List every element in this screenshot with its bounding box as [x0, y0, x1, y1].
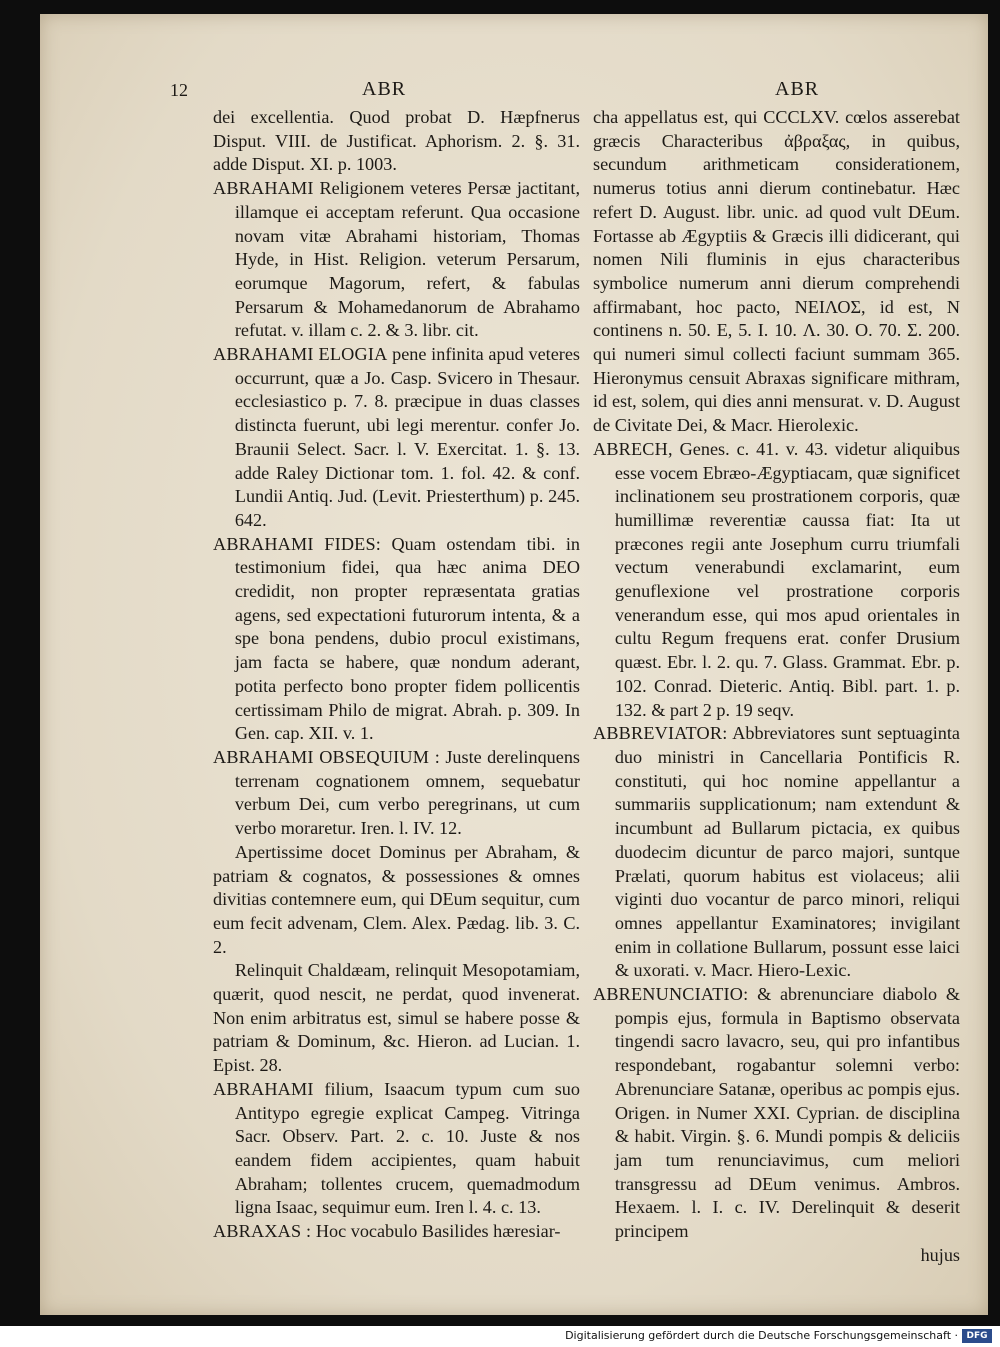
entry-text: pene infinita apud veteres occurrunt, quæ a Jo. Casp. Svicero in Thesaur. ecclesiastico p. 7. 8. præcipue in duas classes distincta fuerunt, ubi legi merentur. confer Jo. Braunii Select. Sacr. l. V. Exercitat. 1. §. 13. adde Raley Dictionar tom. 1. fol. 42. & conf. Lundii Antiq. Jud. (Levit. Priesterthum) p. 245. 642.: [234, 344, 580, 530]
entry-text: Apertissime docet Dominus per Abraham, & patriam & cognatos, & possessiones & omnes divitias contemnere eum, qui DEum sequitur, cum eum fecit advenam, Clem. Alex. Pædag. lib. 3. C. 2.: [213, 841, 580, 957]
dictionary-entry: [213, 746, 580, 841]
dfg-logo[interactable]: DFG: [962, 1329, 992, 1343]
dictionary-entry: [213, 177, 580, 343]
entry-headword: ABBREVIATOR:: [593, 723, 728, 744]
entry-paragraph: [213, 959, 580, 1078]
entry-text: Hoc vocabulo Basilides hæresiar-: [311, 1221, 561, 1242]
entry-text: Religionem veteres Persæ jactitant, illamque ei acceptam referunt. Qua occasione novam vitæ Abrahami historiam, Thomas Hyde, in Hist. Religion. veterum Persarum, eorumque Magorum, refert, & fabulas Persarum & Mohamedanorum de Abrahamo refutat. v. illam c. 2. & 3. libr. cit.: [234, 178, 580, 341]
entry-text: Quam ostendam tibi. in testimonium fidei, qua hæc anima DEO credidit, non propter repræsentata gratias agens, sed expectationi futurorum intenta, & a spe bona pendens, dubio procul existimans, jam facta se habere, quæ nondum aderant, potita perfecto bono propter fidem pollicentis certissimam Philo de migrat. Abrah. p. 309. In Gen. cap. XII. v. 1.: [234, 533, 580, 744]
entry-text: Abbreviatores sunt septuaginta duo ministri in Cancellaria Pontificis R. constituti, qui hoc nomine appellantur a summariis supplicationum; nam extendunt & incumbunt ad Bullarum pictacia, ex quibus duodecim dicuntur de parco majori, suntque Prælati, quorum habitus est violaceus; alii viginti duo vocantur de parco minori, reliqui omnes appellantur Examinatores; invigilant enim in collatione Bullarum, possunt esse laici & uxorati. v. Macr. Hiero-Lexic.: [614, 723, 960, 981]
entry-text: Juste derelinquens terrenam cognationem omnem, sequebatur verbum Dei, cum verbo peregrinans, ut cum verbo moraretur. Iren. l. IV. 12.: [234, 746, 580, 839]
entry-headword: ABRAHAMI: [213, 1078, 314, 1099]
entry-headword: ABRAXAS :: [213, 1221, 312, 1242]
dictionary-entry: [213, 1220, 580, 1244]
page-number: 12: [170, 80, 188, 100]
entry-headword: ABRENUNCIATIO:: [593, 984, 749, 1005]
left-column: [213, 106, 580, 1244]
dictionary-entry: [213, 1078, 580, 1220]
guide-word-right: ABR: [775, 78, 820, 100]
dictionary-entry: [593, 722, 960, 983]
entry-paragraph: [213, 106, 580, 177]
digitization-footer: [0, 1326, 1000, 1347]
entry-text: cha appellatus est, qui CCCLXV. cœlos asserebat græcis Characteribus ἀβραξας, in quibus, secundum arithmeticam considerationem, numerus totius anni dierum continebatur. Hæc refert D. August. libr. unic. ad quod vult DEum. Fortasse ab Ægyptiis & Græcis illi didicerant, qui nomen Nili fluminis in ejus characteribus symbolice numerum anni dierum comprehendi affirmabant, hoc pacto, ΝΕΙΛΟΣ, id est, N continens n. 50. E, 5. I. 10. Λ. 30. O. 70. Σ. 200. qui numeri simul collecti faciunt summam 365. Hieronymus censuit Abraxas significare mithram, id est, solem, qui dies anni mensurat. v. D. August de Civitate Dei, & Macr. Hierolexic.: [593, 107, 960, 436]
entry-headword: ABRAHAMI: [213, 178, 314, 199]
funding-credit: Digitalisierung gefördert durch die Deutsche Forschungsgemeinschaft ·: [565, 1329, 958, 1342]
entry-text: Genes. c. 41. v. 43. videtur aliquibus esse vocem Ebræo-Ægyptiacam, quæ significet inclinationem seu prostrationem corporis, quæ humillimæ reverentiæ caussa fiat: Ita ut præcones regii ante Josephum curru triumfali vectum venerabundi exclamarint, eum genuflexione vel prostratione corporis venerandum esse, qui mos apud orientales in cultu Regum frequens erat. confer Drusium quæst. Ebr. l. 2. qu. 7. Glass. Grammat. Ebr. p. 102. Conrad. Dieteric. Antiq. Bibl. part. 1. p. 132. & part 2 p. 19 seqv.: [614, 438, 960, 720]
catchword: [593, 1244, 960, 1268]
entry-headword: ABRAHAMI ELOGIA: [213, 344, 388, 365]
entry-paragraph: [593, 106, 960, 438]
dictionary-entry: [213, 343, 580, 533]
entry-text: hujus: [920, 1244, 960, 1265]
entry-text: Relinquit Chaldæam, relinquit Mesopotamiam, quærit, quod nescit, ne perdat, quod invenerat. Non enim arbitratus est, simul se habere posse & patriam & Dominum, &c. Hieron. ad Lucian. 1. Epist. 28.: [213, 960, 580, 1076]
dictionary-entry: [593, 438, 960, 722]
entry-text: dei excellentia. Quod probat D. Hæpfnerus Disput. VIII. de Justificat. Aphorism. 2. §. 31. adde Disput. XI. p. 1003.: [213, 107, 580, 175]
entry-text: filium, Isaacum typum cum suo Antitypo egregie explicat Campeg. Vitringa Sacr. Observ. Part. 2. c. 10. Juste & nos eandem fidem accipientes, quam habuit Abraham; tollentes crucem, quemadmodum ligna Isaac, sequimur eum. Iren l. 4. c. 13.: [234, 1078, 580, 1218]
entry-headword: ABRAHAMI OBSEQUIUM :: [213, 746, 440, 767]
running-header: [40, 76, 988, 106]
entry-text: & abrenunciare diabolo & pompis ejus, formula in Baptismo observata tingendi sacro lavacro, seu, qui pro infantibus respondebant, rogabantur solemni verbo: Abrenunciare Satanæ, operibus ac pompis ejus. Origen. in Numer XXI. Cyprian. de disciplina & habit. Virgin. §. 6. Mundi pompis & deliciis jam tum renunciavimus, cum meliori transgressu ad DEum venimus. Ambros. Hexaem. l. I. c. IV. Derelinquit & deserit principem: [614, 984, 960, 1242]
guide-word-left: ABR: [362, 78, 407, 100]
entry-paragraph: [213, 841, 580, 960]
dictionary-entry: [213, 533, 580, 746]
dictionary-entry: [593, 983, 960, 1244]
entry-headword: ABRECH,: [593, 438, 673, 459]
entry-headword: ABRAHAMI FIDES:: [213, 533, 382, 554]
right-column: [593, 106, 960, 1267]
book-page: [40, 14, 988, 1315]
